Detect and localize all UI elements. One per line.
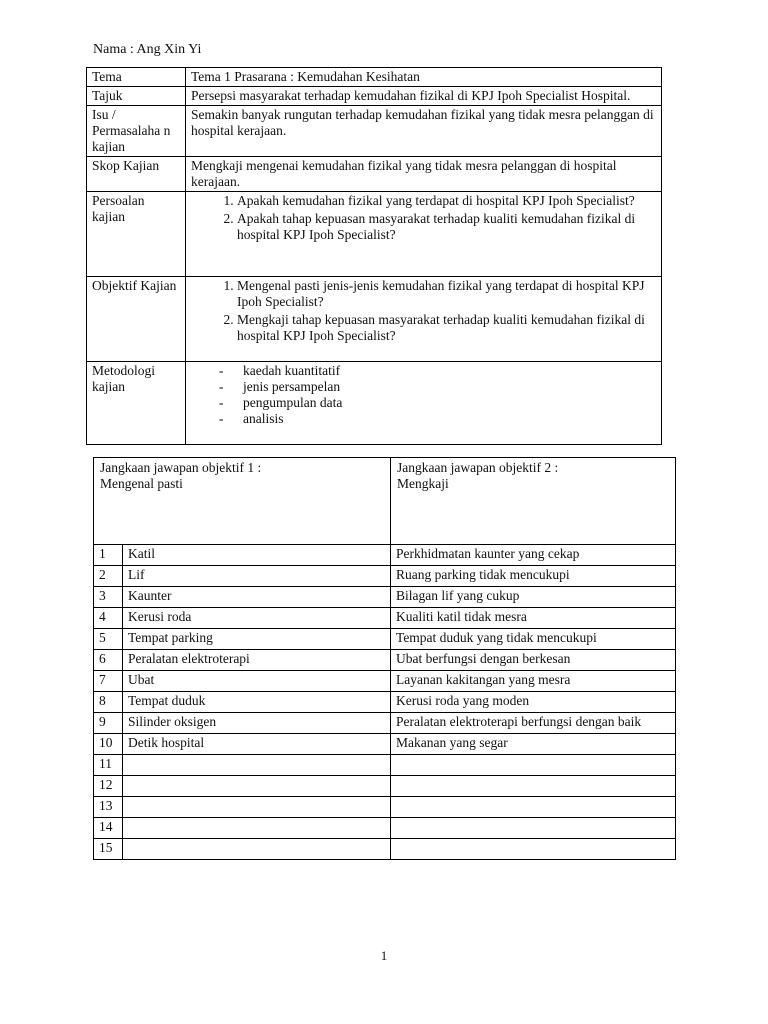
table-row: [94, 566, 676, 587]
row-tema: [87, 68, 662, 87]
row-number: 15: [94, 839, 123, 860]
persoalan-list: [191, 193, 655, 243]
facility-item: [123, 797, 391, 818]
assessment-item: Perkhidmatan kaunter yang cekap: [391, 545, 676, 566]
table-row: [94, 755, 676, 776]
isu-value: Semakin banyak rungutan terhadap kemudahan fizikal yang tidak mesra pelanggan di hospital kerajaan.: [186, 106, 662, 157]
objektif-label: Objektif Kajian: [87, 277, 186, 362]
assessment-item: [391, 818, 676, 839]
assessment-item: Kualiti katil tidak mesra: [391, 608, 676, 629]
assessment-item: [391, 776, 676, 797]
table-row: [94, 629, 676, 650]
row-tajuk: [87, 87, 662, 106]
row-metodologi: [87, 362, 662, 445]
metodologi-list: [191, 363, 655, 427]
facility-item: Detik hospital: [123, 734, 391, 755]
row-number: 2: [94, 566, 123, 587]
expected-answers-table: [93, 457, 676, 860]
persoalan-item: 1. Apakah kemudahan fizikal yang terdapat di hospital KPJ Ipoh Specialist?: [237, 193, 655, 209]
table-row: [94, 671, 676, 692]
row-number: 8: [94, 692, 123, 713]
table-row: [94, 587, 676, 608]
persoalan-item: 2. Apakah tahap kepuasan masyarakat terhadap kualiti kemudahan fizikal di hospital KPJ Ipoh Specialist?: [237, 211, 655, 243]
row-number: 14: [94, 818, 123, 839]
row-isu: [87, 106, 662, 157]
assessment-item: [391, 797, 676, 818]
persoalan-label: Persoalan kajian: [87, 192, 186, 277]
facility-item: Kerusi roda: [123, 608, 391, 629]
objektif-list: [191, 278, 655, 344]
page-number: 1: [380, 948, 388, 963]
row-number: 3: [94, 587, 123, 608]
row-number: 12: [94, 776, 123, 797]
assessment-item: [391, 839, 676, 860]
metodologi-value: [186, 362, 662, 445]
row-objektif: [87, 277, 662, 362]
table-row: [94, 608, 676, 629]
assessment-item: Bilagan lif yang cukup: [391, 587, 676, 608]
research-info-table: [86, 67, 662, 445]
student-name: Nama : Ang Xin Yi: [93, 42, 202, 57]
metodologi-item: - pengumpulan data: [243, 395, 655, 411]
facility-item: Silinder oksigen: [123, 713, 391, 734]
assessment-item: Ruang parking tidak mencukupi: [391, 566, 676, 587]
table-row: [94, 839, 676, 860]
objective-1-header: Jangkaan jawapan objektif 1 : Mengenal pasti: [94, 458, 391, 545]
assessment-item: Makanan yang segar: [391, 734, 676, 755]
row-number: 4: [94, 608, 123, 629]
table-row: [94, 797, 676, 818]
objektif-item: 2. Mengkaji tahap kepuasan masyarakat terhadap kualiti kemudahan fizikal di hospital KPJ Ipoh Specialist?: [237, 312, 655, 344]
assessment-item: Kerusi roda yang moden: [391, 692, 676, 713]
facility-item: Tempat parking: [123, 629, 391, 650]
facility-item: Katil: [123, 545, 391, 566]
metodologi-item: - analisis: [243, 411, 655, 427]
table-row: [94, 734, 676, 755]
row-number: 11: [94, 755, 123, 776]
objektif-value: [186, 277, 662, 362]
table-row: [94, 776, 676, 797]
facility-item: [123, 755, 391, 776]
row-skop: [87, 157, 662, 192]
objektif-item: 1. Mengenal pasti jenis-jenis kemudahan fizikal yang terdapat di hospital KPJ Ipoh Specialist?: [237, 278, 655, 310]
persoalan-value: [186, 192, 662, 277]
assessment-item: Tempat duduk yang tidak mencukupi: [391, 629, 676, 650]
facility-item: [123, 776, 391, 797]
assessment-item: Ubat berfungsi dengan berkesan: [391, 650, 676, 671]
assessment-item: Layanan kakitangan yang mesra: [391, 671, 676, 692]
metodologi-item: - kaedah kuantitatif: [243, 363, 655, 379]
table-row: [94, 545, 676, 566]
objective-2-header: Jangkaan jawapan objektif 2 : Mengkaji: [391, 458, 676, 545]
assessment-item: Peralatan elektroterapi berfungsi dengan baik: [391, 713, 676, 734]
table-row: [94, 692, 676, 713]
facility-item: Tempat duduk: [123, 692, 391, 713]
tema-label: Tema: [87, 68, 186, 87]
row-number: 7: [94, 671, 123, 692]
facility-item: [123, 839, 391, 860]
metodologi-label: Metodologi kajian: [87, 362, 186, 445]
row-persoalan: [87, 192, 662, 277]
row-number: 6: [94, 650, 123, 671]
facility-item: Ubat: [123, 671, 391, 692]
skop-value: Mengkaji mengenai kemudahan fizikal yang tidak mesra pelanggan di hospital kerajaan.: [186, 157, 662, 192]
table-row: [94, 650, 676, 671]
tema-value: Tema 1 Prasarana : Kemudahan Kesihatan: [186, 68, 662, 87]
assessment-item: [391, 755, 676, 776]
table-row: [94, 713, 676, 734]
row-number: 5: [94, 629, 123, 650]
facility-item: Peralatan elektroterapi: [123, 650, 391, 671]
row-number: 1: [94, 545, 123, 566]
answers-header-row: [94, 458, 676, 545]
skop-label: Skop Kajian: [87, 157, 186, 192]
tajuk-label: Tajuk: [87, 87, 186, 106]
facility-item: [123, 818, 391, 839]
isu-label: Isu / Permasalaha n kajian: [87, 106, 186, 157]
facility-item: Lif: [123, 566, 391, 587]
row-number: 13: [94, 797, 123, 818]
table-row: [94, 818, 676, 839]
tajuk-value: Persepsi masyarakat terhadap kemudahan fizikal di KPJ Ipoh Specialist Hospital.: [186, 87, 662, 106]
row-number: 10: [94, 734, 123, 755]
facility-item: Kaunter: [123, 587, 391, 608]
row-number: 9: [94, 713, 123, 734]
metodologi-item: - jenis persampelan: [243, 379, 655, 395]
